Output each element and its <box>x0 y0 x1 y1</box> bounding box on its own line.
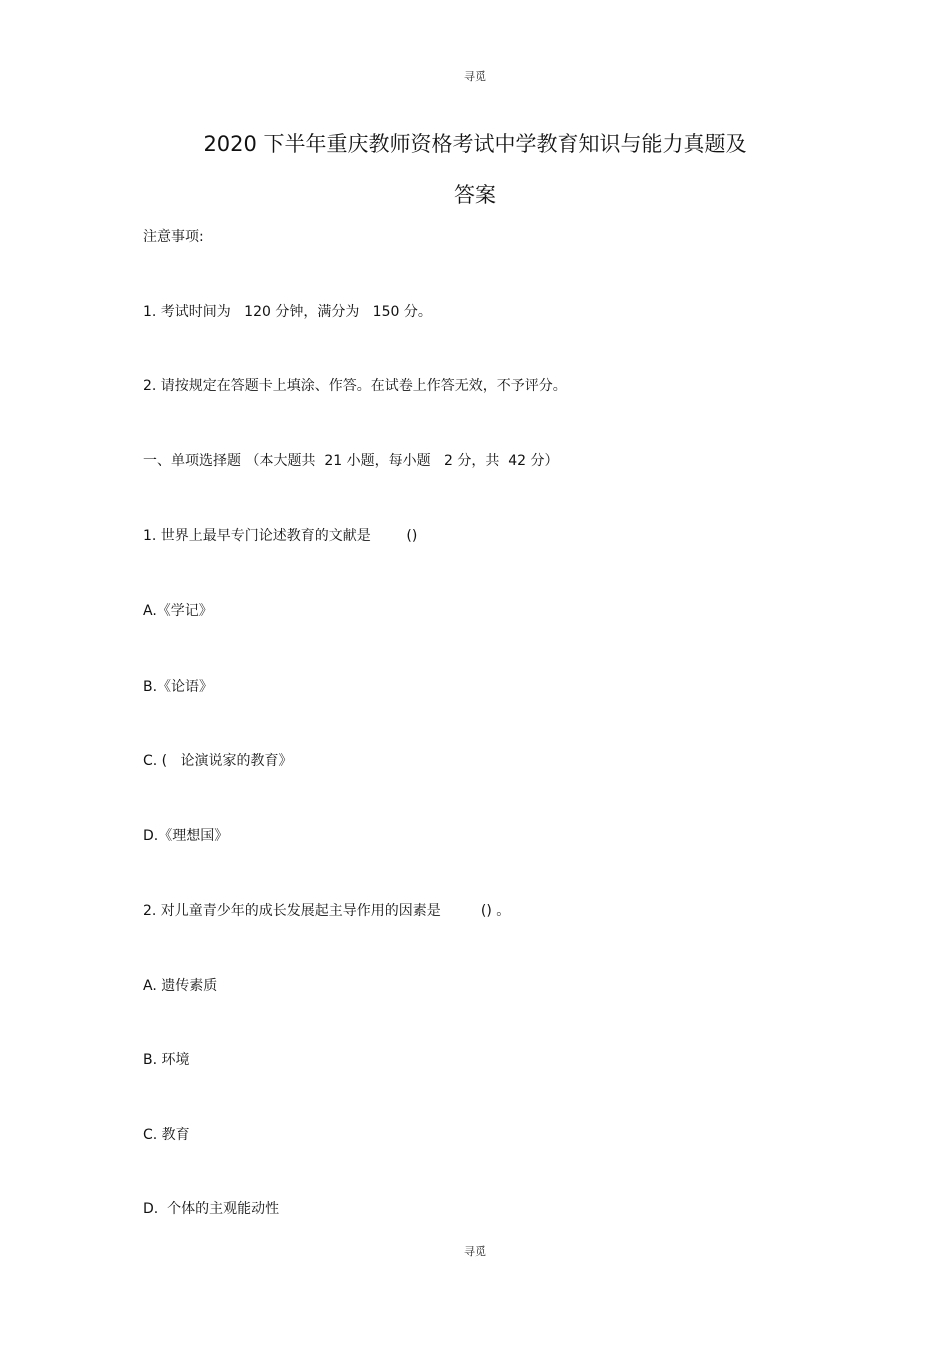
question-option: A. 遗传素质 <box>143 978 218 994</box>
question-stem: 2. 对儿童青少年的成长发展起主导作用的因素是 () 。 <box>143 903 511 919</box>
document-title-line-2: 答案 <box>454 183 496 207</box>
question-option: D.《理想国》 <box>143 828 229 844</box>
page-footer: 寻觅 <box>464 1245 486 1258</box>
document-title-line-1: 2020 下半年重庆教师资格考试中学教育知识与能力真题及 <box>203 132 747 156</box>
section-heading: 一、单项选择题 （本大题共 21 小题，每小题 2 分，共 42 分） <box>143 453 559 469</box>
question-option: C. ( 论演说家的教育》 <box>143 753 293 769</box>
notice-item-1: 1. 考试时间为 120 分钟，满分为 150 分。 <box>143 304 432 320</box>
question-option: B.《论语》 <box>143 679 214 695</box>
notice-item-2: 2. 请按规定在答题卡上填涂、作答。在试卷上作答无效，不予评分。 <box>143 378 567 394</box>
question-stem: 1. 世界上最早专门论述教育的文献是 () <box>143 528 418 544</box>
question-option: B. 环境 <box>143 1052 190 1068</box>
page-header: 寻觅 <box>464 70 486 83</box>
question-option: A.《学记》 <box>143 603 213 619</box>
question-option: D. 个体的主观能动性 <box>143 1201 280 1217</box>
notice-heading: 注意事项: <box>143 229 204 245</box>
question-option: C. 教育 <box>143 1127 190 1143</box>
